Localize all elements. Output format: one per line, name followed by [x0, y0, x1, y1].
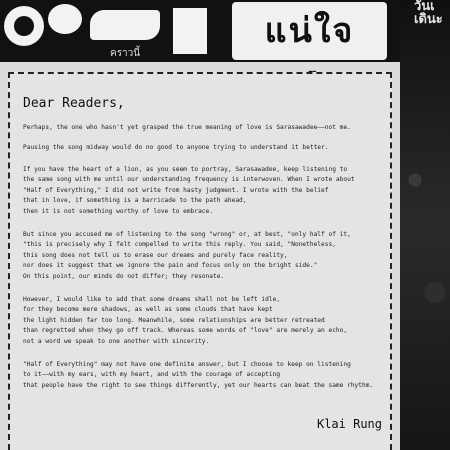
letter-paragraph-5: [23, 295, 385, 347]
letter-line: nor does it suggest that we ignore the pain and focus only on the bright side.": [23, 262, 318, 270]
letter-line: the light hidden far too long. Meanwhile, some relationships are better retreated: [23, 316, 325, 324]
side-text: [414, 0, 450, 26]
letter-line: "Half of Everything," I did not write from hasty judgment. I wrote with the belief: [23, 186, 329, 194]
banner-ornament-hole: [14, 16, 34, 36]
letter-line: then it is not something worthy of love to embrace.: [23, 207, 213, 215]
letter-line: for they become mere shadows, as well as some clouds that have kept: [23, 306, 273, 314]
letter-line: "Half of Everything" may not have one definite answer, but I choose to keep on listening: [23, 361, 351, 368]
letter-paragraph-4: [23, 230, 385, 282]
letter-line: On this point, our minds do not differ; they resonate.: [23, 272, 225, 280]
header-banner: [0, 0, 400, 62]
letter-line: the same song with me until our understanding frequency is interwoven. When I wrote about: [23, 176, 355, 184]
letter-paragraph-2: [23, 143, 385, 153]
side-photo: [400, 0, 450, 450]
letter-line: Pausing the song midway would do no good to anyone trying to understand it better.: [23, 144, 329, 151]
letter-panel: [8, 72, 392, 450]
letter-line: But since you accused me of listening to the song "wrong" or, at best, "only half of it,: [23, 231, 351, 238]
letter-line: "this is precisely why I felt compelled to write this reply. You said, "Nonetheless,: [23, 241, 336, 249]
letter-signature: Klai Rung: [316, 417, 382, 431]
letter-line: Perhaps, the one who hasn't yet grasped the true meaning of love is Sarasawadee——not me.: [23, 124, 351, 131]
letter-line: this song does not tell us to erase our dreams and purely face reality,: [23, 251, 288, 259]
banner-small-text: คราวนี้: [110, 48, 141, 59]
letter-paragraph-6: [23, 360, 385, 391]
letter-line: that people have the right to see things differently, yet our hearts can beat the same rhythm.: [23, 381, 374, 389]
letter-salutation: Dear Readers,: [23, 96, 125, 111]
letter-paragraph-1: [23, 123, 385, 133]
banner-ornament-2: [48, 4, 82, 34]
letter-line: If you have the heart of a lion, as you seem to portray, Sarasawadee, keep listening to: [23, 166, 348, 173]
banner-ornament-3: [90, 10, 160, 40]
letter-paragraph-3: [23, 165, 385, 217]
banner-title: แน่ใจ: [232, 2, 387, 60]
side-text-line: เดินะ: [414, 12, 443, 27]
letter-line: that in love, if something is a barricade to the path ahead,: [23, 197, 247, 205]
letter-line: to it——with my ears, with my heart, and with the courage of accepting: [23, 371, 281, 379]
letter-line: not a word we speak to one another with sincerity.: [23, 337, 210, 345]
letter-line: However, I would like to add that some dreams shall not be left idle,: [23, 296, 281, 303]
letter-line: than regretted when they go off track. Whereas some words of "love" are merely an echo,: [23, 327, 348, 335]
banner-box: [171, 6, 209, 56]
side-text-line: วันเ: [414, 0, 435, 14]
